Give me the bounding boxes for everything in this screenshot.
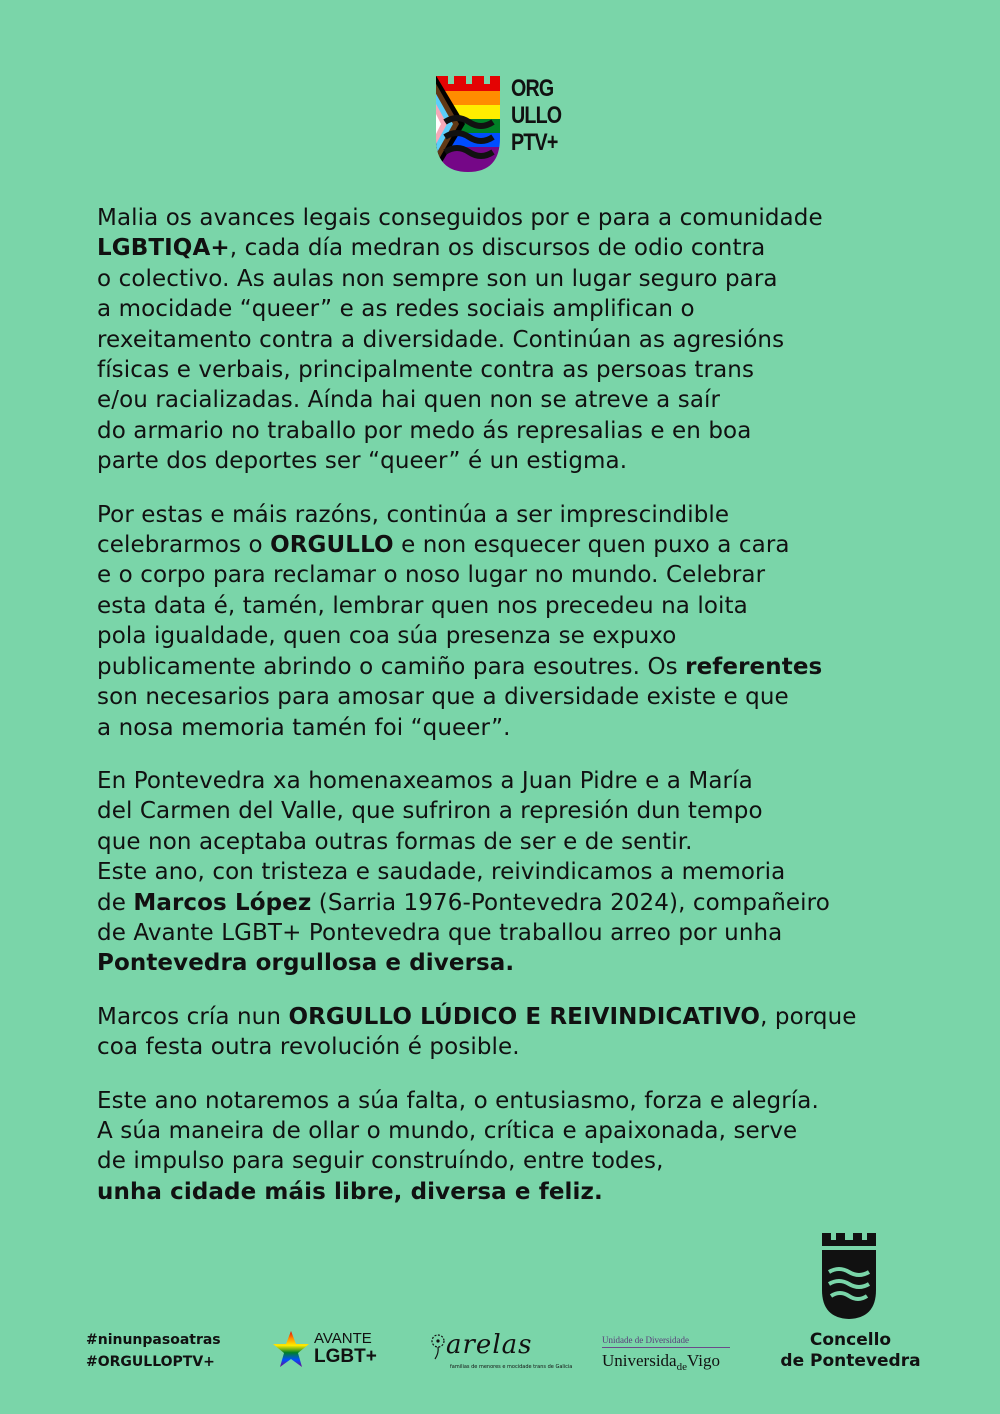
text-segment: Este ano, con tristeza e saudade, reivindicamos a memoria xyxy=(97,859,786,886)
text-segment: do armario no traballo por medo ás represalias e en boa xyxy=(97,417,752,444)
uvigo-name xyxy=(602,1351,742,1371)
logo-text-line: PTV+ xyxy=(511,129,558,156)
uvigo-divider xyxy=(602,1347,730,1348)
text-line xyxy=(97,500,927,530)
uvigo-name-de: de xyxy=(676,1361,687,1373)
text-segment: de xyxy=(97,889,134,916)
text-line xyxy=(97,682,927,712)
concello-line2: de Pontevedra xyxy=(780,1351,921,1371)
text-line xyxy=(97,888,927,918)
text-segment: (Sarria 1976-Pontevedra 2024), compañeiro xyxy=(311,889,830,916)
text-segment: a mocidade “queer” e as redes sociais amplifican o xyxy=(97,296,695,323)
text-line xyxy=(97,446,927,476)
avante-text xyxy=(314,1330,377,1366)
text-line xyxy=(97,416,927,446)
concello-line1: Concello xyxy=(809,1330,892,1350)
uvigo-name-part: Universida xyxy=(602,1351,677,1370)
paragraph xyxy=(97,203,927,477)
uvigo-unit: Unidade de Diversidade xyxy=(602,1335,689,1345)
avante-line1: AVANTE xyxy=(314,1330,372,1347)
paragraph xyxy=(97,1086,927,1208)
text-line xyxy=(97,857,927,887)
text-segment: e non esquecer quen puxo a cara xyxy=(393,532,790,559)
text-segment: son necesarios para amosar que a diversidade existe e que xyxy=(97,684,789,711)
text-segment: del Carmen del Valle, que sufriron a represión dun tempo xyxy=(97,798,763,825)
text-segment: o colectivo. As aulas non sempre son un lugar seguro para xyxy=(97,265,778,292)
orgullo-ptv-logo xyxy=(435,74,575,174)
paragraph xyxy=(97,766,927,979)
bold-text: referentes xyxy=(685,653,823,680)
bold-text: ORGULLO LÚDICO E REIVINDICATIVO xyxy=(288,1003,761,1030)
text-segment: publicamente abrindo o camiño para esoutres. Os xyxy=(97,653,686,680)
text-line xyxy=(97,591,927,621)
text-segment: esta data é, tamén, lembrar quen nos precedeu na loita xyxy=(97,592,748,619)
text-line xyxy=(97,1032,927,1062)
text-segment: , cada día medran os discursos de odio contra xyxy=(229,235,766,262)
text-line xyxy=(97,203,927,233)
text-line xyxy=(97,652,927,682)
bold-text: ORGULLO xyxy=(270,532,394,559)
text-segment: de Avante LGBT+ Pontevedra que traballou arreo por unha xyxy=(97,919,783,946)
text-segment: pola igualdade, quen coa súa presenza se expuxo xyxy=(97,623,677,650)
text-line xyxy=(97,621,927,651)
text-segment: Malia os avances legais conseguidos por e para a comunidade xyxy=(97,205,823,231)
avante-line2: LGBT+ xyxy=(314,1346,377,1367)
paragraph xyxy=(97,1002,927,1063)
text-line xyxy=(97,233,927,263)
text-line xyxy=(97,264,927,294)
bold-text: unha cidade máis libre, diversa e feliz. xyxy=(97,1178,603,1205)
concello-pontevedra-logo xyxy=(778,1232,923,1372)
text-line xyxy=(97,827,927,857)
bold-text: Marcos López xyxy=(133,889,312,916)
text-line xyxy=(97,530,927,560)
uvigo-name-part: Vigo xyxy=(686,1351,720,1370)
orgullo-logo-text xyxy=(511,75,561,156)
orgullo-shield-icon xyxy=(435,74,501,174)
text-segment: Este ano notaremos a súa falta, o entusiasmo, forza e alegría. xyxy=(97,1087,819,1114)
text-segment: celebrarmos o xyxy=(97,532,271,559)
text-segment: Marcos cría nun xyxy=(97,1003,289,1030)
text-line xyxy=(97,1002,927,1032)
text-segment: de impulso para seguir construíndo, entre todes, xyxy=(97,1148,664,1175)
rainbow-star-icon xyxy=(272,1330,310,1370)
text-line xyxy=(97,325,927,355)
concello-shield-icon xyxy=(820,1232,878,1320)
text-segment: físicas e verbais, principalmente contra as persoas trans xyxy=(97,357,755,384)
text-line xyxy=(97,1146,927,1176)
bold-text: Pontevedra orgullosa e diversa. xyxy=(97,950,515,977)
hashtags xyxy=(86,1329,221,1373)
text-line xyxy=(97,948,927,978)
text-segment: Por estas e máis razóns, continúa a ser imprescindible xyxy=(97,501,730,528)
text-line xyxy=(97,355,927,385)
bold-text: LGBTIQA+ xyxy=(97,235,230,262)
arelas-logo xyxy=(430,1330,573,1376)
concello-text xyxy=(778,1330,923,1372)
text-line xyxy=(97,1086,927,1116)
logo-text-line: ORG xyxy=(511,75,554,102)
hashtag: #ninunpasoatras xyxy=(86,1332,221,1348)
text-line xyxy=(97,713,927,743)
text-segment: coa festa outra revolución é posible. xyxy=(97,1034,520,1061)
text-segment: , porque xyxy=(760,1003,857,1030)
text-segment: En Pontevedra xa homenaxeamos a Juan Pidre e a María xyxy=(97,767,753,794)
text-line xyxy=(97,1116,927,1146)
text-segment: e/ou racializadas. Aínda hai quen non se atreve a saír xyxy=(97,387,721,414)
avante-lgbt-logo xyxy=(272,1328,392,1372)
text-line xyxy=(97,560,927,590)
text-line xyxy=(97,918,927,948)
arelas-subtitle: familias de menores e mocidade trans de Galicia xyxy=(450,1364,573,1370)
text-segment: a nosa memoria tamén foi “queer”. xyxy=(97,714,511,741)
arelas-wordmark: arelas xyxy=(446,1330,533,1360)
text-line xyxy=(97,294,927,324)
text-segment: rexeitamento contra a diversidade. Continúan as agresións xyxy=(97,326,785,353)
text-line xyxy=(97,766,927,796)
text-segment: que non aceptaba outras formas de ser e de sentir. xyxy=(97,828,693,855)
text-segment: A súa maneira de ollar o mundo, crítica e apaixonada, serve xyxy=(97,1117,798,1144)
manifesto-text xyxy=(97,203,927,1230)
text-segment: e o corpo para reclamar o noso lugar no mundo. Celebrar xyxy=(97,562,766,589)
text-segment: parte dos deportes ser “queer” é un estigma. xyxy=(97,448,628,475)
uvigo-logo xyxy=(602,1335,742,1375)
logo-text-line: ULLO xyxy=(511,102,562,129)
paragraph xyxy=(97,500,927,743)
text-line xyxy=(97,385,927,415)
hashtag: #ORGULLOPTV+ xyxy=(86,1354,215,1370)
text-line xyxy=(97,796,927,826)
text-line xyxy=(97,1177,927,1207)
